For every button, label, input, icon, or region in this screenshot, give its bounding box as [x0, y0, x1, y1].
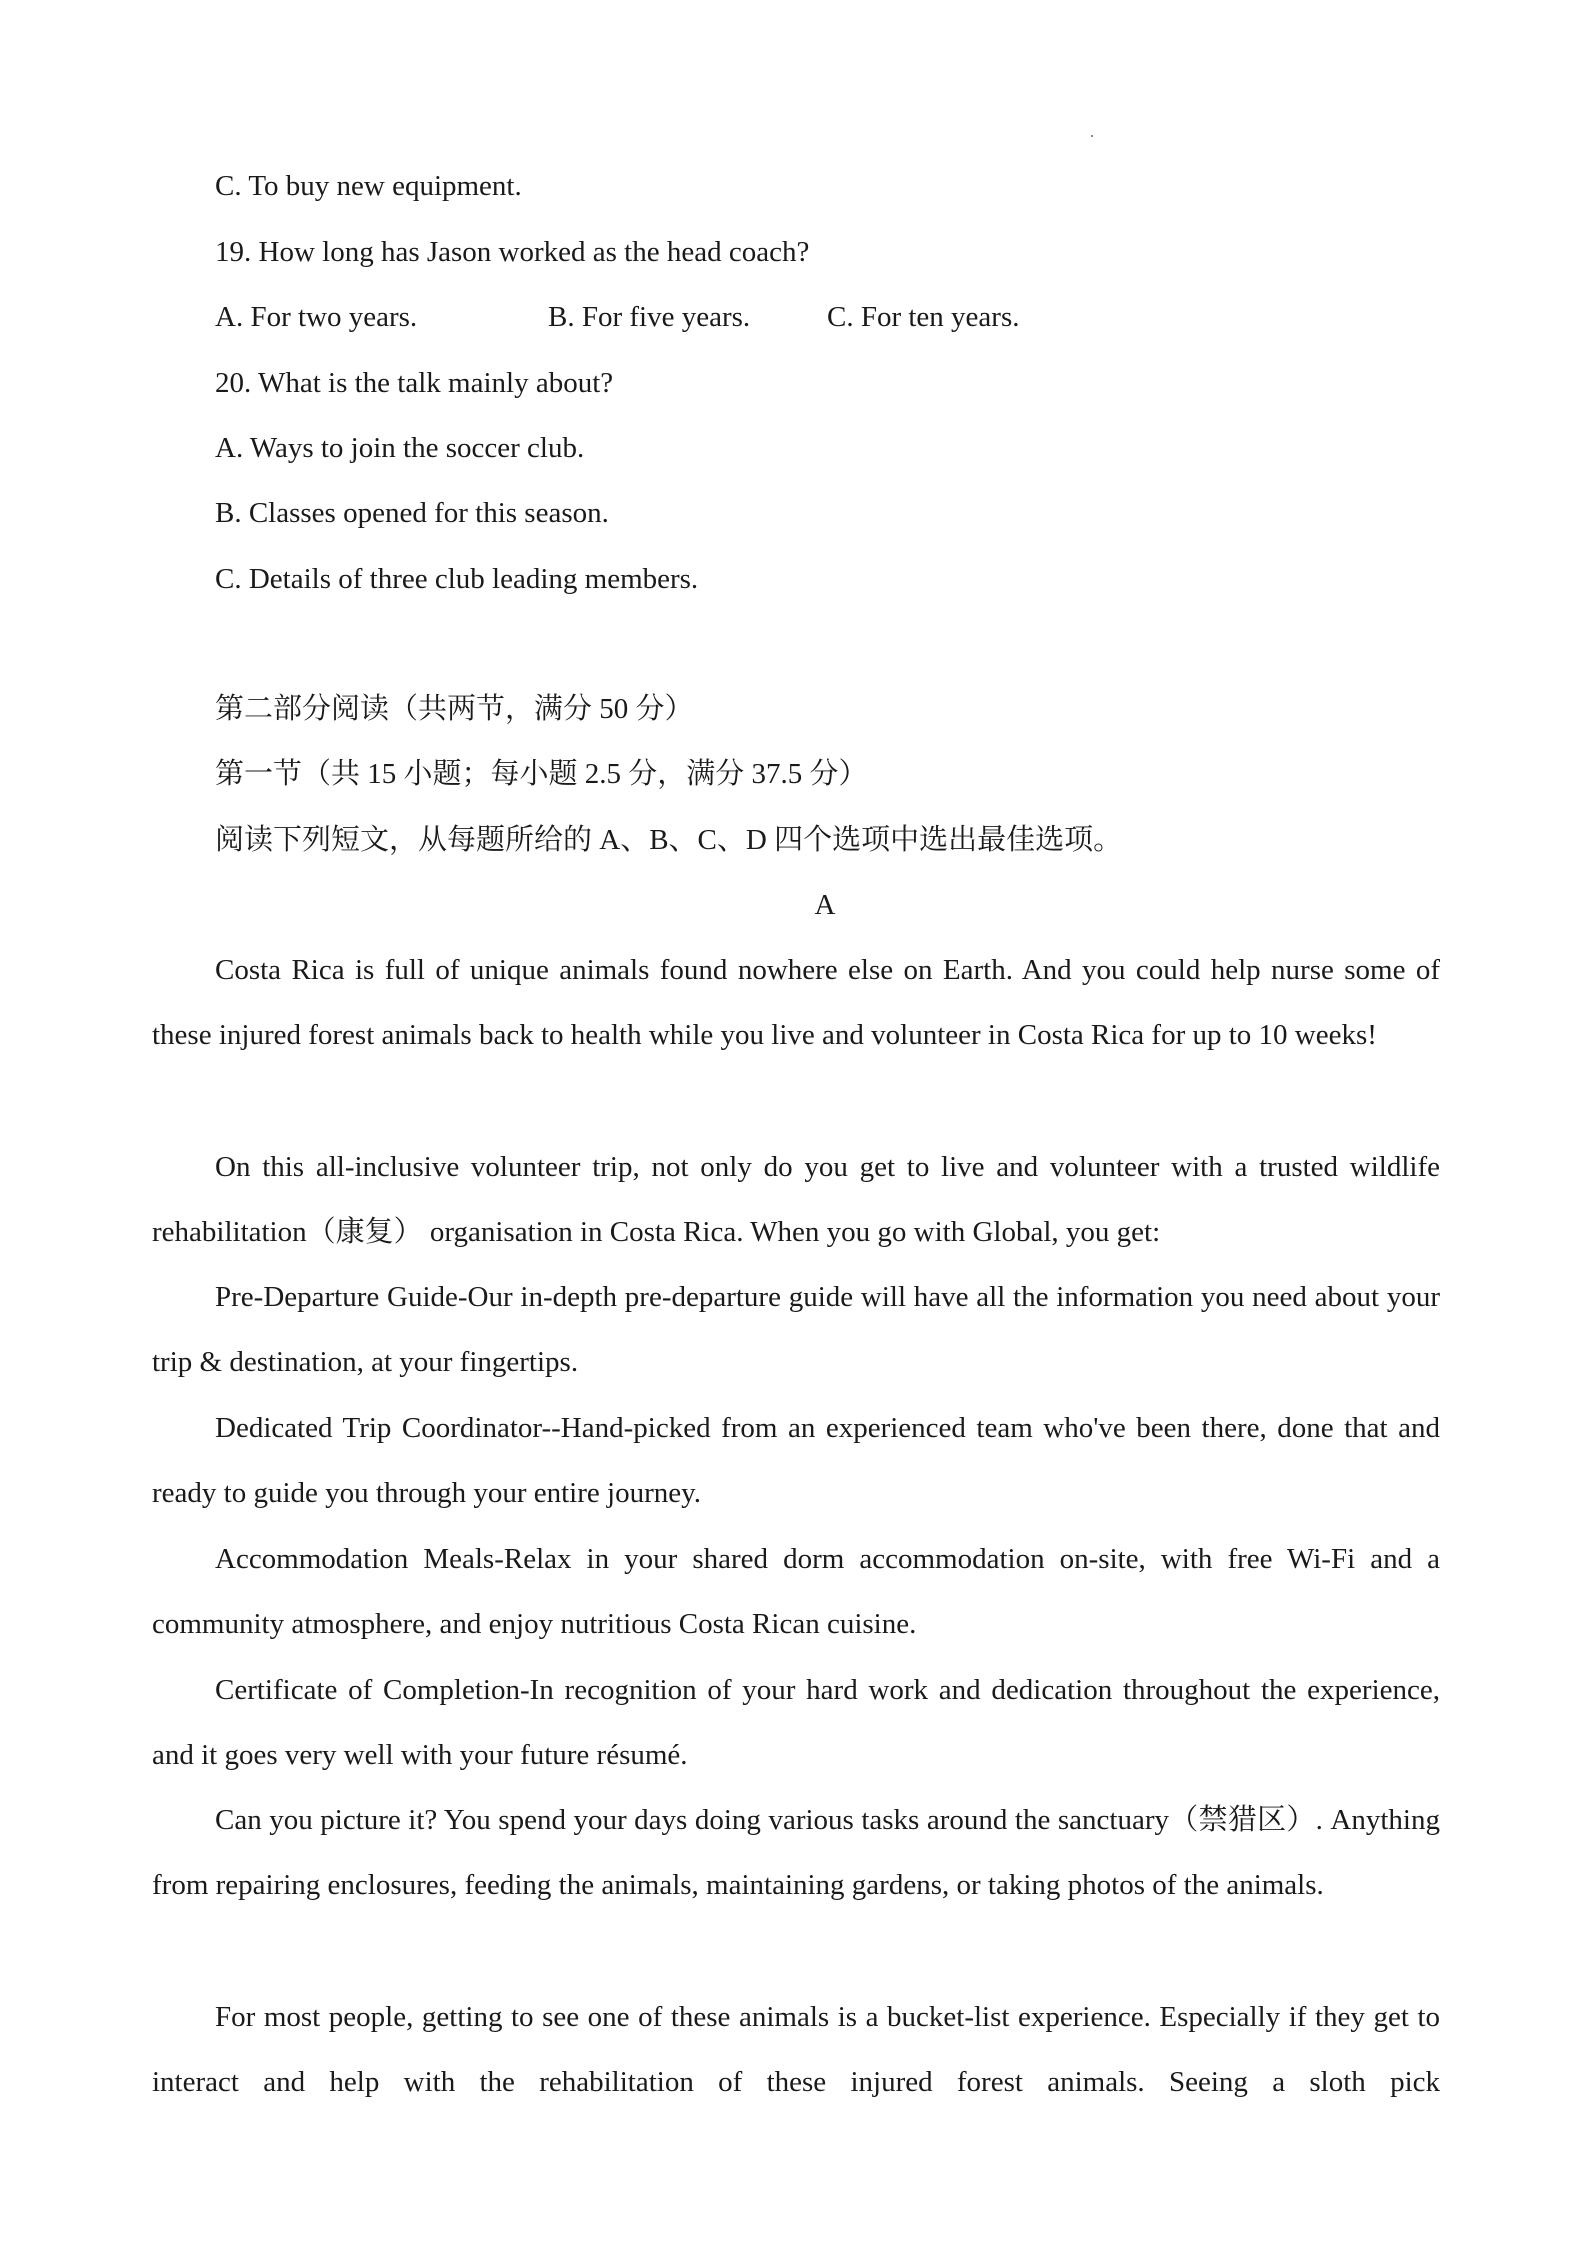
q19-question: 19. How long has Jason worked as the head coach?	[215, 236, 810, 268]
passage-paragraph-3: Pre-Departure Guide-Our in-depth pre-departure guide will have all the information you need about your trip & destination, at your fingertips.	[152, 1281, 1440, 1379]
scan-speck	[1091, 135, 1093, 137]
reading-section-heading: 第一节（共 15 小题；每小题 2.5 分，满分 37.5 分）	[215, 758, 868, 790]
q20-option-c: C. Details of three club leading members.	[215, 563, 699, 595]
q19-option-b: B. For five years.	[548, 301, 751, 333]
passage-paragraph-2: On this all-inclusive volunteer trip, not only do you get to live and volunteer with a trusted wildlife rehabilitation（康复） organisation in Costa Rica. When you go with Global, you get:	[152, 1151, 1440, 1249]
passage-paragraph-5: Accommodation Meals-Relax in your shared dorm accommodation on-site, with free Wi-Fi and a community atmosphere, and enjoy nutritious Costa Rican cuisine.	[152, 1543, 1440, 1641]
q19-option-a: A. For two years.	[215, 301, 418, 333]
passage-paragraph-1: Costa Rica is full of unique animals found nowhere else on Earth. And you could help nurse some of these injured forest animals back to health while you live and volunteer in Costa Rica for up to 10 weeks!	[152, 954, 1440, 1052]
q20-question: 20. What is the talk mainly about?	[215, 367, 614, 399]
passage-paragraph-8: For most people, getting to see one of these animals is a bucket-list experience. Especially if they get to interact and help with the rehabilitation of these injured forest animals. Seeing a sloth pick	[152, 2001, 1440, 2099]
q18-option-c: C. To buy new equipment.	[215, 170, 522, 202]
passage-paragraph-7: Can you picture it? You spend your days doing various tasks around the sanctuary（禁猎区）. Anything from repairing enclosures, feeding the animals, maintaining gardens, or taking photos of the animals.	[152, 1804, 1440, 1902]
reading-instructions: 阅读下列短文，从每题所给的 A、B、C、D 四个选项中选出最佳选项。	[215, 824, 1123, 856]
q20-option-b: B. Classes opened for this season.	[215, 497, 609, 529]
passage-paragraph-4: Dedicated Trip Coordinator--Hand-picked from an experienced team who've been there, done that and ready to guide you through your entire journey.	[152, 1412, 1440, 1510]
q20-option-a: A. Ways to join the soccer club.	[215, 432, 585, 464]
passage-paragraph-6: Certificate of Completion-In recognition of your hard work and dedication throughout the experience, and it goes very well with your future résumé.	[152, 1674, 1440, 1772]
reading-part-heading: 第二部分阅读（共两节，满分 50 分）	[215, 693, 694, 725]
q19-option-c: C. For ten years.	[827, 301, 1020, 333]
passage-label: A	[814, 889, 836, 921]
